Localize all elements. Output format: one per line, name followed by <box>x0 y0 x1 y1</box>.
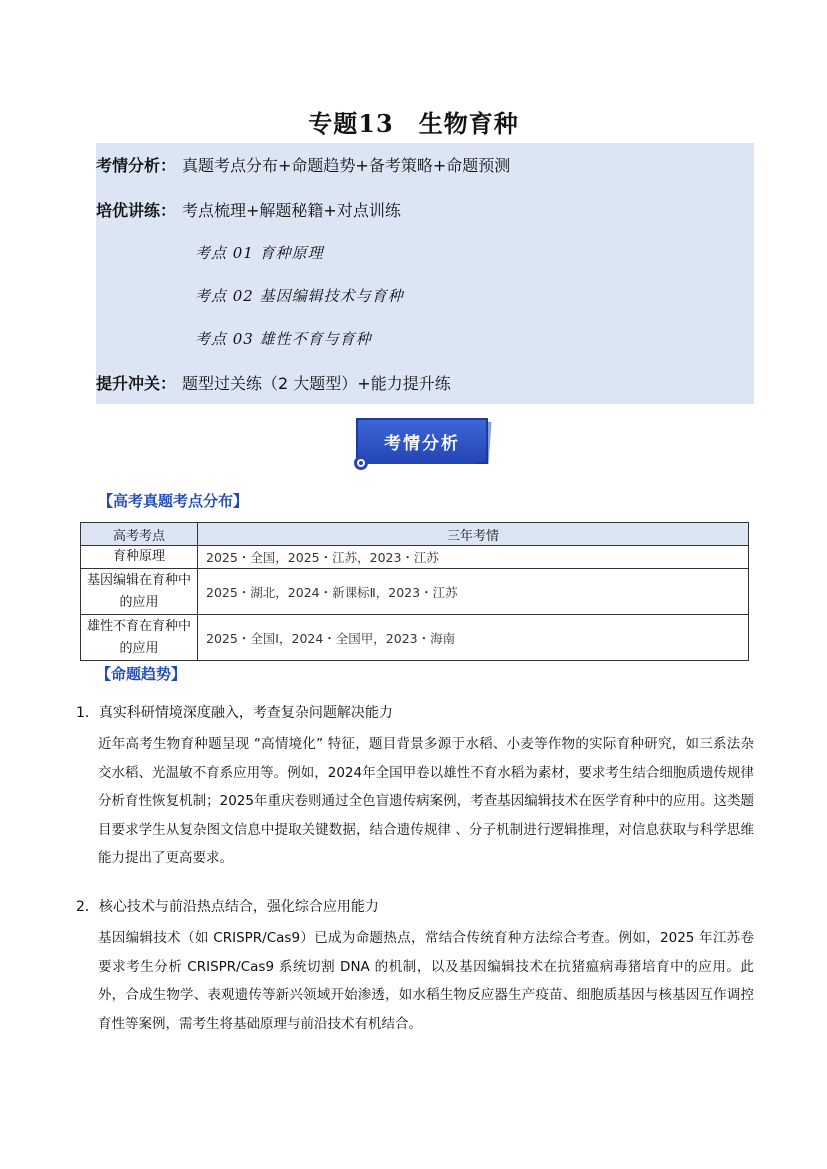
table-cell-point: 雄性不育在育种中的应用 <box>81 615 198 661</box>
section-heading-trends: 【命题趋势】 <box>96 665 187 683</box>
point-item: 考点 03 雄性不育与育种 <box>195 330 372 348</box>
table-cell-point: 育种原理 <box>81 546 198 569</box>
table-cell-years: 2025・全国，2025・江苏，2023・江苏 <box>198 546 749 569</box>
analysis-text: 真题考点分布+命题趋势+备考策略+命题预测 <box>182 156 511 175</box>
table-row <box>81 569 749 615</box>
page-title: 专题13 生物育种 <box>308 109 519 138</box>
training-label: 培优讲练： <box>96 201 177 220</box>
exam-table <box>80 522 749 661</box>
table-header: 高考考点 <box>81 523 198 546</box>
table-row <box>81 615 749 661</box>
table-row <box>81 546 749 569</box>
trend-heading: 2．核心技术与前沿热点结合，强化综合应用能力 <box>76 899 379 915</box>
trend-paragraph: 近年高考生物育种题呈现 “高情境化” 特征，题目背景多源于水稻、小麦等作物的实际育种研究，如三系法杂交水稻、光温敏不育系应用等。例如，2024年全国甲卷以雄性不育水稻为素材，要求考生结合细胞质遗传规律分析育性恢复机制；2025年重庆卷则通过全色盲遗传病案例，考查基因编辑技术在医学育种中的应用。这类题目要求学生从复杂图文信息中提取关键数据，结合遗传规律 、分子机制进行逻辑推理，对信息获取与科学思维能力提出了更高要求。 <box>98 736 754 867</box>
section-heading-distribution: 【高考真题考点分布】 <box>98 492 249 510</box>
badge-dot-icon <box>354 456 368 470</box>
advance-text: 题型过关练（2 大题型）+能力提升练 <box>182 374 451 393</box>
point-item: 考点 02 基因编辑技术与育种 <box>195 287 404 305</box>
advance-row <box>96 371 451 394</box>
analysis-row <box>96 153 510 176</box>
training-text: 考点梳理+解题秘籍+对点训练 <box>182 201 401 220</box>
table-header: 三年考情 <box>198 523 749 546</box>
badge-label: 考情分析 <box>356 418 488 464</box>
point-item: 考点 01 育种原理 <box>195 244 324 262</box>
summary-box <box>96 143 754 404</box>
table-header-row <box>81 523 749 546</box>
table-cell-years: 2025・全国Ⅰ，2024・全国甲，2023・海南 <box>198 615 749 661</box>
analysis-label: 考情分析： <box>96 156 177 175</box>
trend-paragraph: 基因编辑技术（如 CRISPR/Cas9）已成为命题热点，常结合传统育种方法综合考查。例如，2025 年江苏卷要求考生分析 CRISPR/Cas9 系统切割 DNA 的机制，以及基因编辑技术在抗猪瘟病毒猪培育中的应用。此外，合成生物学、表观遗传等新兴领域开始渗透，如水稻生物反应器生产疫苗、细胞质基因与核基因互作调控育性等案例，需考生将基础原理与前沿技术有机结合。 <box>98 930 754 1032</box>
advance-label: 提升冲关： <box>96 374 177 393</box>
table-cell-point: 基因编辑在育种中的应用 <box>81 569 198 615</box>
section-badge <box>352 418 492 472</box>
trend-heading: 1．真实科研情境深度融入，考查复杂问题解决能力 <box>76 705 393 721</box>
training-row <box>96 198 401 221</box>
table-cell-years: 2025・湖北，2024・新课标Ⅱ，2023・江苏 <box>198 569 749 615</box>
